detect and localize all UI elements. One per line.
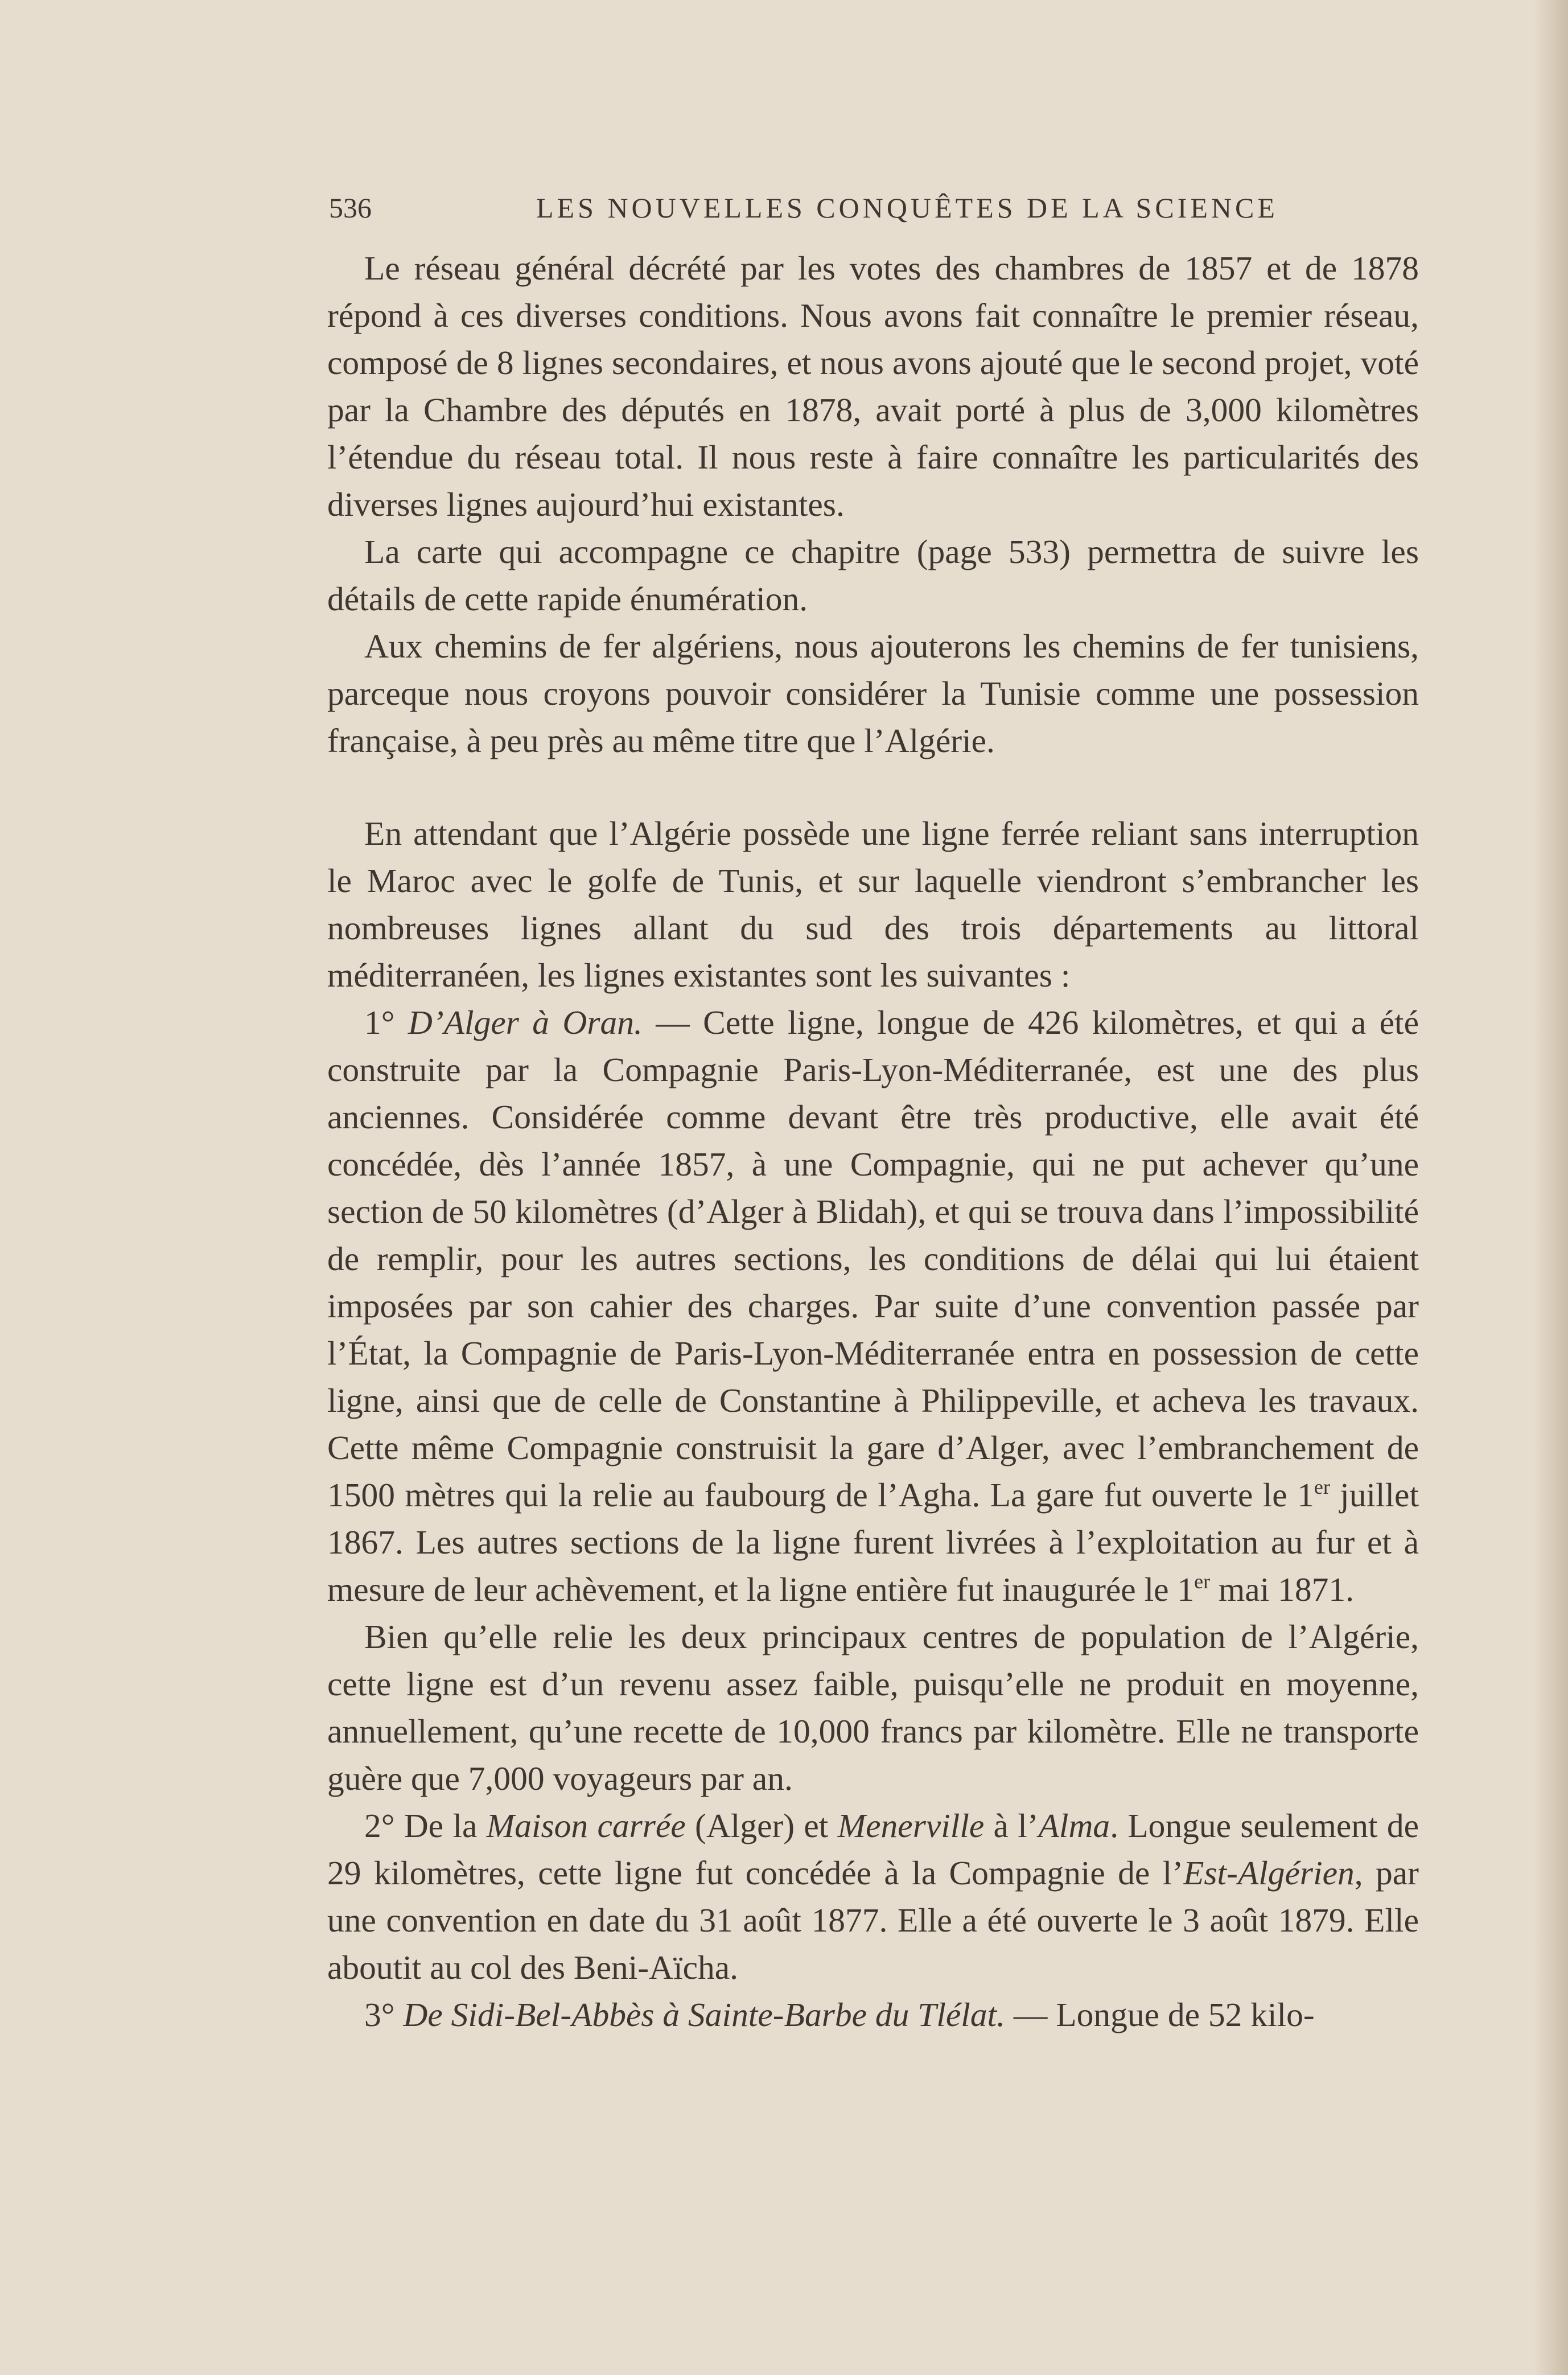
- paragraph-text: 3°: [364, 1996, 404, 2033]
- line-title: De Sidi-Bel-Abbès à Sainte-Barbe du Tlélat.: [403, 1996, 1005, 2033]
- paragraph-text: — Cette ligne, longue de 426 kilomètres, et qui a été construite par la Compagnie Paris-Lyon-Méditerranée, est une des plus anciennes. Considérée comme devant être très productive, elle avait été concédée, dès l’année 1857, à une Compagnie, qui ne put achever qu’une section de 50 kilomètres (d’Alger à Blidah), et qui se trouva dans l’impossibilité de remplir, pour les autres sections, les conditions de délai qui lui étaient imposées par son cahier des charges. Par suite d’une convention passée par l’État, la Compagnie de Paris-Lyon-Méditerranée entra en possession de cette ligne, ainsi que de celle de Constantine à Philippeville, et acheva les travaux. Cette même Compagnie construisit la gare d’Alger, avec l’embranchement de 1500 mètres qui la relie au faubourg de l’Agha. La gare fut ouverte le 1: [327, 1004, 1419, 1514]
- paragraph-text: , par une convention en date du 31 août 1877. Elle a été ouverte le 3 août 1879. Elle aboutit au col des Beni-Aïcha.: [327, 1854, 1419, 1986]
- paragraph-revenue: Bien qu’elle relie les deux principaux centres de population de l’Algérie, cette ligne est d’un revenu assez faible, puisqu’elle ne produit en moyenne, annuellement, qu’une recette de 10,000 francs par kilomètre. Elle ne transporte guère que 7,000 voyageurs par an.: [327, 1618, 1419, 1797]
- page-edge-shadow: [1534, 0, 1568, 2375]
- paragraph-network: Le réseau général décrété par les votes des chambres de 1857 et de 1878 répond à ces diverses conditions. Nous avons fait connaître le premier réseau, composé de 8 lignes secondaires, et nous avons ajouté que le second projet, voté par la Chambre des députés en 1878, avait porté à plus de 3,000 kilomètres l’étendue du réseau total. Il nous reste à faire connaître les particularités des diverses lignes aujourd’hui existantes.: [327, 249, 1419, 523]
- paragraph-maison-carree: [327, 1802, 1419, 1991]
- paragraph-text: à l’: [984, 1807, 1039, 1844]
- running-title: LES NOUVELLES CONQUÊTES DE LA SCIENCE: [536, 192, 1278, 224]
- paragraph-text: . Longue seulement de 29 kilomètres, cette ligne fut concédée à la Compagnie de l’: [327, 1807, 1419, 1892]
- paragraph-existing-lines: En attendant que l’Algérie possède une ligne ferrée reliant sans interruption le Maroc avec le golfe de Tunis, et sur laquelle viendront s’embrancher les nombreuses lignes allant du sud des trois départements au littoral méditerranéen, les lignes existantes sont les suivantes :: [327, 815, 1419, 994]
- place-name: Alma: [1038, 1807, 1110, 1844]
- place-name: Menerville: [837, 1807, 985, 1844]
- section-gap: [327, 765, 1419, 810]
- line-title: D’Alger à Oran.: [408, 1004, 643, 1041]
- ordinal-superscript: er: [1314, 1476, 1330, 1498]
- paragraph-text: 2° De la: [364, 1807, 487, 1844]
- page-header: [329, 191, 1422, 233]
- paragraph-text: — Longue de 52 kilo-: [1005, 1996, 1315, 2033]
- place-name: Maison carrée: [486, 1807, 686, 1844]
- paragraph-alger-oran: [327, 999, 1419, 1613]
- paragraph-text: juillet 1867. Les autres sections de la ligne furent livrées à l’exploitation au fur et à mesure de leur achèvement, et la ligne entière fut inaugurée le 1: [327, 1476, 1419, 1608]
- paragraph-text: mai 1871.: [1210, 1571, 1354, 1608]
- paragraph-tunisia: Aux chemins de fer algériens, nous ajouterons les chemins de fer tunisiens, parceque nous croyons pouvoir considérer la Tunisie comme une possession française, à peu près au même titre que l’Algérie.: [327, 627, 1419, 759]
- company-name: Est-Algérien: [1183, 1854, 1355, 1892]
- paragraph-map: La carte qui accompagne ce chapitre (page 533) permettra de suivre les détails de cette rapide énumération.: [327, 533, 1419, 618]
- paragraph-sidi-bel-abbes: [327, 1991, 1419, 2039]
- paragraph-text: (Alger) et: [685, 1807, 838, 1844]
- item-number: 1°: [364, 1004, 395, 1041]
- page-number: 536: [329, 192, 372, 224]
- page-body: [327, 245, 1419, 2039]
- ordinal-superscript: er: [1194, 1570, 1211, 1593]
